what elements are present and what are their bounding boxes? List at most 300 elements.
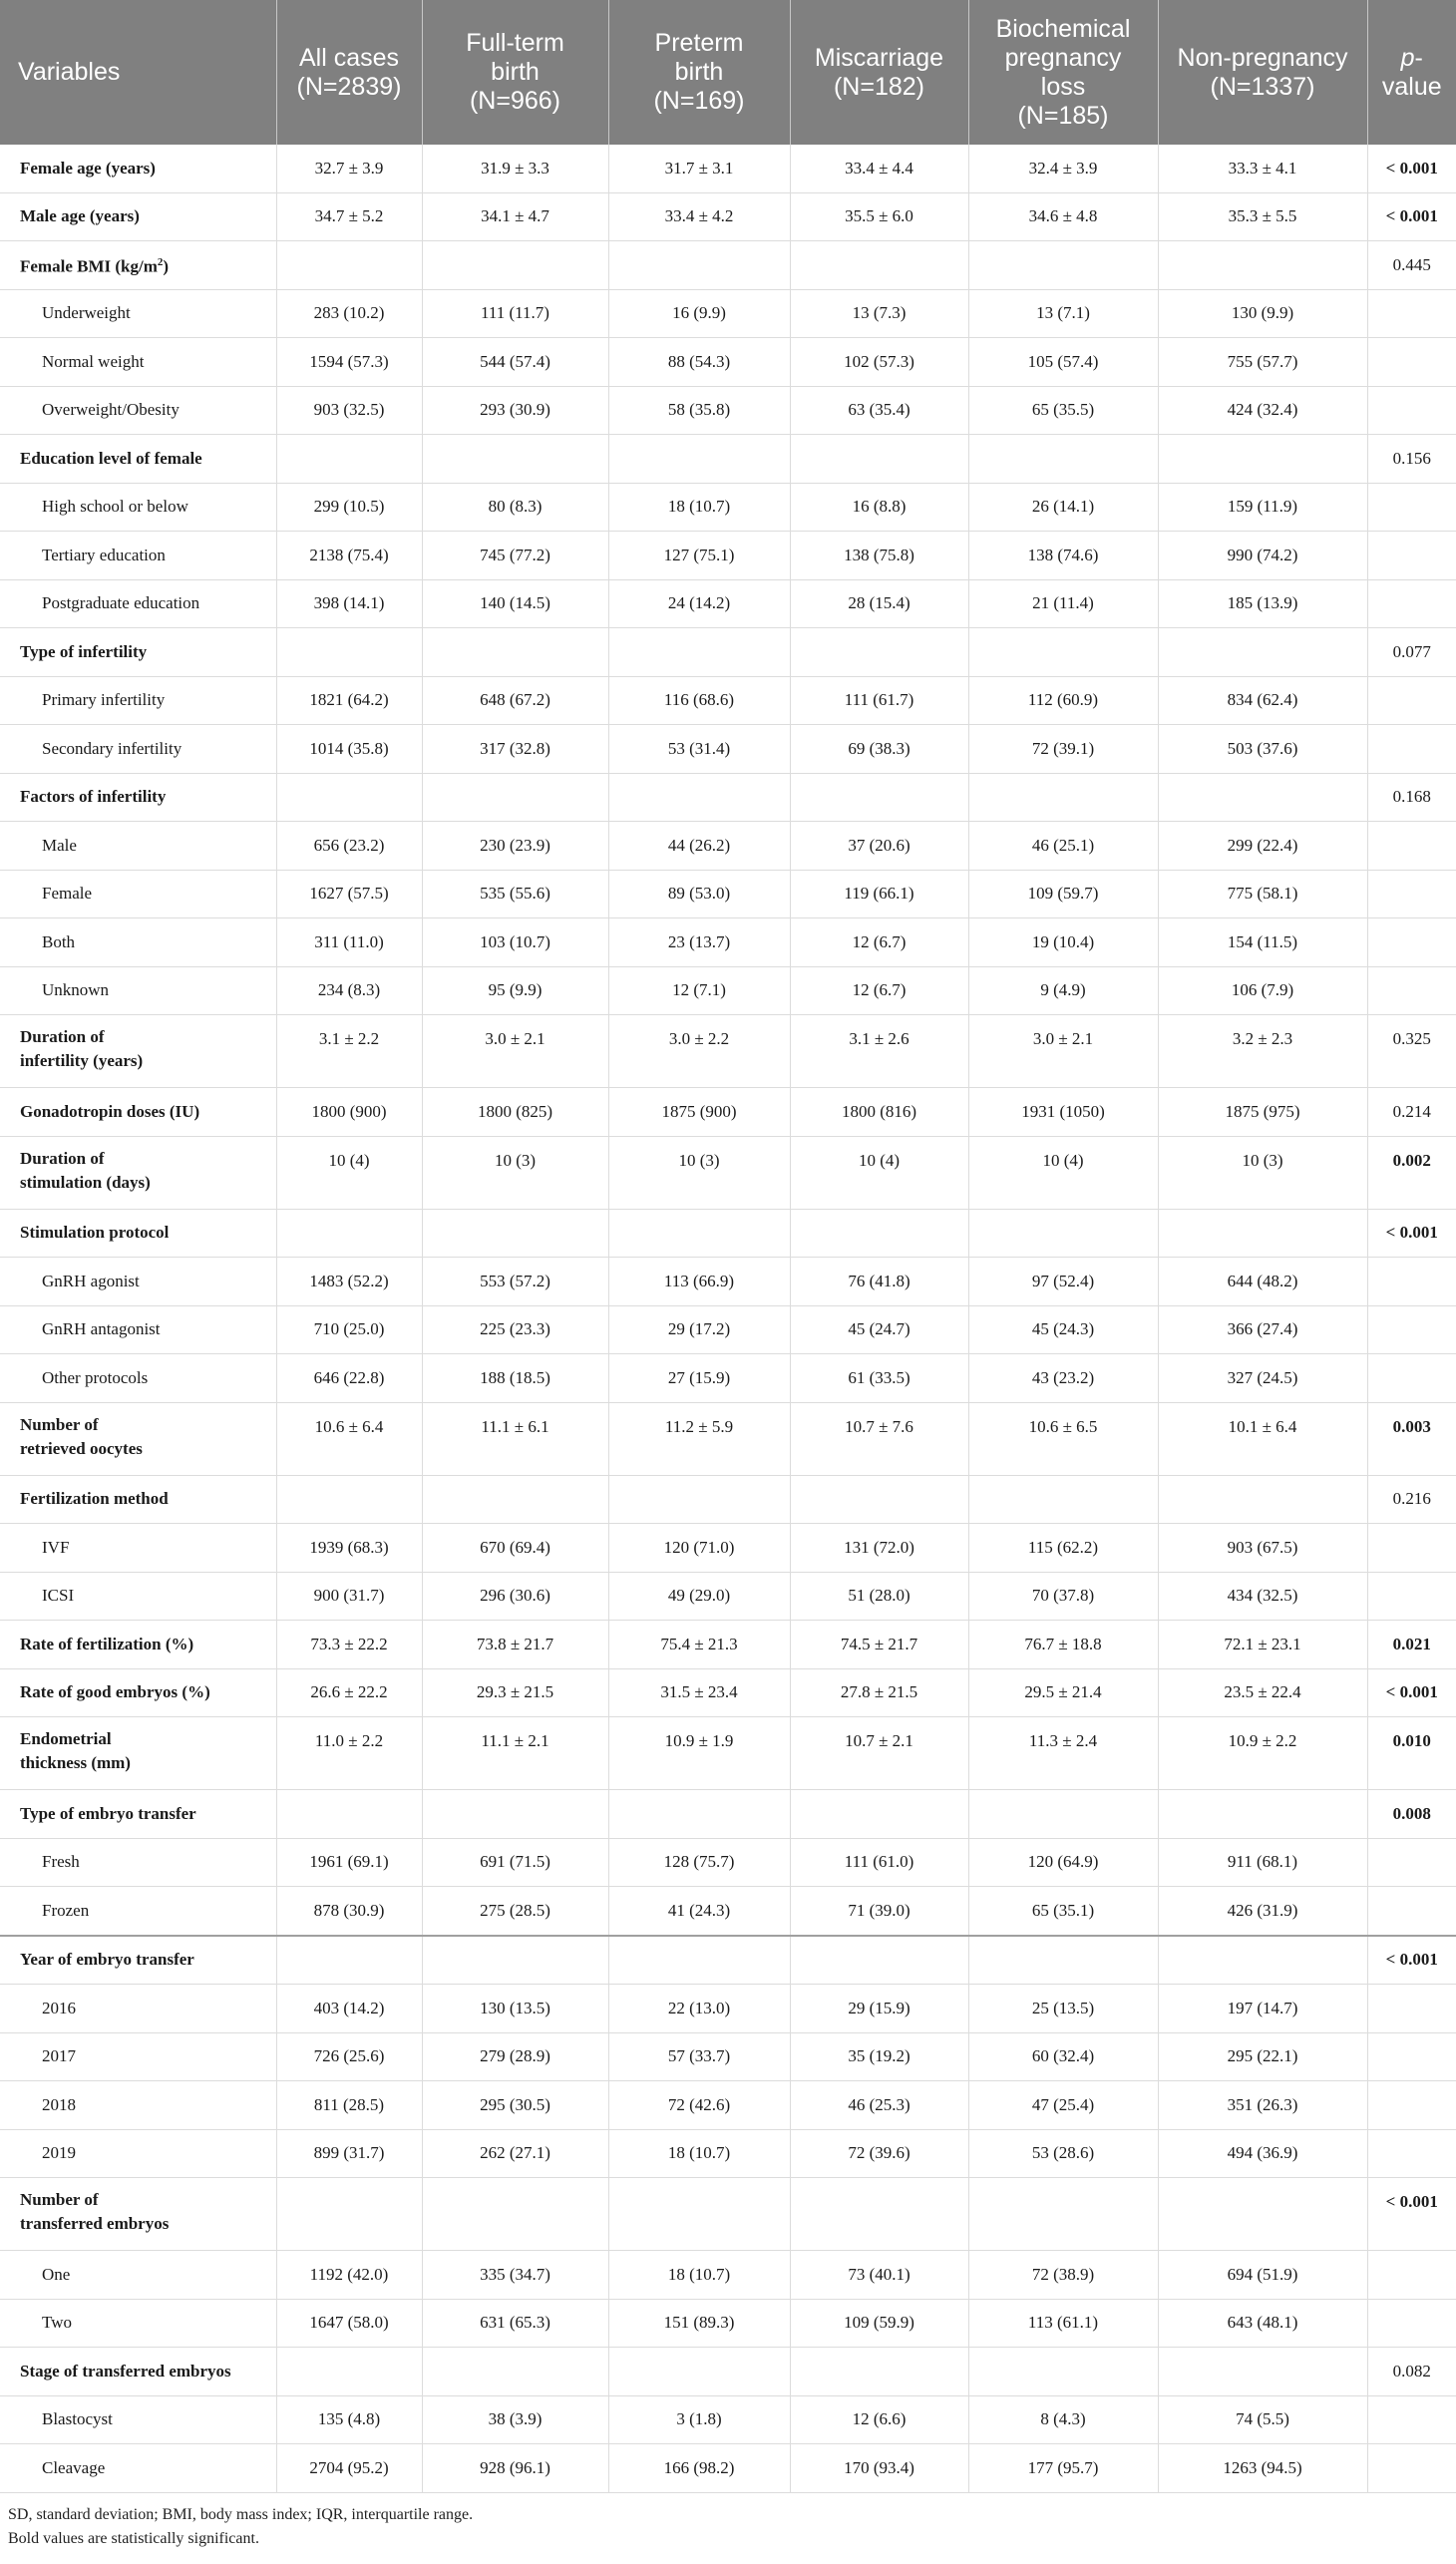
table-cell: 327 (24.5) xyxy=(1158,1354,1367,1403)
table-cell xyxy=(608,773,790,822)
table-cell xyxy=(608,435,790,484)
table-cell xyxy=(790,773,968,822)
table-cell: 903 (32.5) xyxy=(276,386,422,435)
table-cell: 159 (11.9) xyxy=(1158,483,1367,532)
header-line: (N=185) xyxy=(1017,101,1109,130)
row-label xyxy=(0,2444,276,2493)
row-label-text: Rate of good embryos (%) xyxy=(20,1682,210,1702)
table-cell: 3 (1.8) xyxy=(608,2395,790,2444)
table-cell: 130 (13.5) xyxy=(422,1985,608,2033)
row-label-text: GnRH antagonist xyxy=(42,1319,161,1339)
row-label xyxy=(0,483,276,532)
table-cell: 33.4 ± 4.4 xyxy=(790,145,968,192)
table-cell: 65 (35.5) xyxy=(968,386,1158,435)
header-line: (N=966) xyxy=(469,87,560,115)
table-cell: 95 (9.9) xyxy=(422,966,608,1015)
table-cell xyxy=(276,773,422,822)
table-cell: 23 (13.7) xyxy=(608,918,790,967)
row-label xyxy=(0,1015,276,1088)
table-cell: 494 (36.9) xyxy=(1158,2129,1367,2178)
table-cell: 88 (54.3) xyxy=(608,338,790,387)
p-value-cell: 0.008 xyxy=(1367,1790,1456,1839)
table-cell xyxy=(1158,1209,1367,1258)
table-cell: 10.7 ± 7.6 xyxy=(790,1402,968,1475)
p-value-cell: < 0.001 xyxy=(1367,192,1456,241)
table-cell: 151 (89.3) xyxy=(608,2299,790,2348)
row-label xyxy=(0,2178,276,2251)
row-label-text: Education level of female xyxy=(20,448,202,468)
table-cell: 296 (30.6) xyxy=(422,1572,608,1621)
table-cell: 25 (13.5) xyxy=(968,1985,1158,2033)
table-cell: 111 (61.7) xyxy=(790,676,968,725)
table-cell: 295 (22.1) xyxy=(1158,2032,1367,2081)
table-cell: 10.9 ± 1.9 xyxy=(608,1717,790,1790)
table-cell: 72 (42.6) xyxy=(608,2081,790,2130)
table-cell xyxy=(1158,1936,1367,1985)
table-cell xyxy=(790,2178,968,2251)
table-cell xyxy=(608,1209,790,1258)
table-cell: 105 (57.4) xyxy=(968,338,1158,387)
row-label-text: GnRH agonist xyxy=(42,1271,140,1290)
table-cell: 102 (57.3) xyxy=(790,338,968,387)
row-label xyxy=(0,289,276,338)
table-cell: 311 (11.0) xyxy=(276,918,422,967)
table-cell: 97 (52.4) xyxy=(968,1258,1158,1306)
row-label xyxy=(0,1621,276,1669)
table-cell: 72 (39.1) xyxy=(968,725,1158,774)
table-cell: 31.7 ± 3.1 xyxy=(608,145,790,192)
table-cell: 775 (58.1) xyxy=(1158,870,1367,918)
p-value-cell: < 0.001 xyxy=(1367,145,1456,192)
row-label-text: Endometrial xyxy=(20,1729,112,1748)
row-label-text-line2: thickness (mm) xyxy=(20,1753,131,1772)
header-all-cases xyxy=(276,0,422,145)
p-value-cell xyxy=(1367,1838,1456,1887)
table-row xyxy=(0,1838,1456,1887)
row-label xyxy=(0,2129,276,2178)
table-cell: 113 (66.9) xyxy=(608,1258,790,1306)
table-cell: 403 (14.2) xyxy=(276,1985,422,2033)
table-cell: 1800 (825) xyxy=(422,1088,608,1137)
row-label xyxy=(0,628,276,677)
row-label xyxy=(0,1717,276,1790)
table-row xyxy=(0,2178,1456,2251)
table-cell xyxy=(1158,773,1367,822)
p-value-cell xyxy=(1367,1524,1456,1573)
table-cell: 89 (53.0) xyxy=(608,870,790,918)
header-line: Non-pregnancy xyxy=(1177,43,1348,72)
header-preterm-birth xyxy=(608,0,790,145)
header-line: birth xyxy=(491,58,540,86)
table-row xyxy=(0,1790,1456,1839)
table-cell: 29 (15.9) xyxy=(790,1985,968,2033)
table-cell xyxy=(608,628,790,677)
table-row xyxy=(0,628,1456,677)
row-label-text: 2019 xyxy=(42,2143,76,2163)
row-label-tail: ) xyxy=(163,257,170,277)
p-value-cell xyxy=(1367,2129,1456,2178)
p-value-cell: 0.445 xyxy=(1367,241,1456,290)
table-row xyxy=(0,2299,1456,2348)
table-cell xyxy=(276,1209,422,1258)
table-cell: 299 (10.5) xyxy=(276,483,422,532)
table-cell: 109 (59.9) xyxy=(790,2299,968,2348)
table-cell xyxy=(422,435,608,484)
row-label-text: Blastocyst xyxy=(42,2409,113,2429)
row-label-text: Gonadotropin doses (IU) xyxy=(20,1101,200,1121)
table-cell: 899 (31.7) xyxy=(276,2129,422,2178)
row-label xyxy=(0,1402,276,1475)
row-label xyxy=(0,1936,276,1985)
table-cell: 1821 (64.2) xyxy=(276,676,422,725)
row-label xyxy=(0,1985,276,2033)
table-cell xyxy=(968,628,1158,677)
row-label xyxy=(0,676,276,725)
row-label xyxy=(0,1668,276,1717)
row-label-text: Two xyxy=(42,2313,72,2333)
table-cell: 900 (31.7) xyxy=(276,1572,422,1621)
table-cell xyxy=(968,1475,1158,1524)
table-cell: 644 (48.2) xyxy=(1158,1258,1367,1306)
p-value-cell xyxy=(1367,2299,1456,2348)
header-line: birth xyxy=(674,58,724,86)
row-label xyxy=(0,435,276,484)
table-row xyxy=(0,532,1456,580)
table-cell: 1800 (900) xyxy=(276,1088,422,1137)
table-cell: 8 (4.3) xyxy=(968,2395,1158,2444)
table-cell xyxy=(790,2348,968,2396)
table-row xyxy=(0,241,1456,290)
row-label xyxy=(0,145,276,192)
table-cell: 60 (32.4) xyxy=(968,2032,1158,2081)
table-cell: 434 (32.5) xyxy=(1158,1572,1367,1621)
table-cell xyxy=(276,2178,422,2251)
row-label xyxy=(0,386,276,435)
table-cell xyxy=(968,241,1158,290)
row-label-text: Postgraduate education xyxy=(42,593,200,613)
row-label-text: Other protocols xyxy=(42,1367,149,1387)
table-cell: 58 (35.8) xyxy=(608,386,790,435)
table-row xyxy=(0,870,1456,918)
table-cell: 120 (71.0) xyxy=(608,1524,790,1573)
table-cell: 35.3 ± 5.5 xyxy=(1158,192,1367,241)
table-cell: 33.3 ± 4.1 xyxy=(1158,145,1367,192)
table-cell xyxy=(608,2178,790,2251)
table-cell: 33.4 ± 4.2 xyxy=(608,192,790,241)
row-label xyxy=(0,2251,276,2300)
table-cell: 166 (98.2) xyxy=(608,2444,790,2493)
table-cell xyxy=(608,241,790,290)
p-value-cell: 0.214 xyxy=(1367,1088,1456,1137)
row-label-text-line2: transferred embryos xyxy=(20,2214,170,2233)
table-cell: 177 (95.7) xyxy=(968,2444,1158,2493)
header-line: (N=182) xyxy=(833,72,924,101)
table-cell: 27.8 ± 21.5 xyxy=(790,1668,968,1717)
header-line: Full-term xyxy=(466,29,564,57)
table-cell xyxy=(276,2348,422,2396)
table-cell: 113 (61.1) xyxy=(968,2299,1158,2348)
row-label-text: Overweight/Obesity xyxy=(42,400,180,420)
table-cell: 3.0 ± 2.1 xyxy=(422,1015,608,1088)
p-value-cell xyxy=(1367,1354,1456,1403)
table-row xyxy=(0,2129,1456,2178)
table-cell: 47 (25.4) xyxy=(968,2081,1158,2130)
row-label-text-line2: infertility (years) xyxy=(20,1051,144,1070)
table-cell: 2704 (95.2) xyxy=(276,2444,422,2493)
table-cell xyxy=(968,1209,1158,1258)
table-cell: 710 (25.0) xyxy=(276,1305,422,1354)
p-value-cell: 0.082 xyxy=(1367,2348,1456,2396)
table-cell: 544 (57.4) xyxy=(422,338,608,387)
table-cell: 10 (4) xyxy=(790,1136,968,1209)
row-label xyxy=(0,1524,276,1573)
table-cell xyxy=(422,1936,608,1985)
row-label-text: Fresh xyxy=(42,1852,80,1872)
table-cell: 127 (75.1) xyxy=(608,532,790,580)
header-line: (N=1337) xyxy=(1210,72,1315,101)
p-value-cell xyxy=(1367,1305,1456,1354)
header-p-italic: p xyxy=(1400,43,1415,72)
table-cell: 275 (28.5) xyxy=(422,1887,608,1936)
table-cell: 535 (55.6) xyxy=(422,870,608,918)
table-cell: 18 (10.7) xyxy=(608,483,790,532)
table-cell: 1647 (58.0) xyxy=(276,2299,422,2348)
table-cell: 138 (74.6) xyxy=(968,532,1158,580)
table-cell: 21 (11.4) xyxy=(968,579,1158,628)
table-cell: 130 (9.9) xyxy=(1158,289,1367,338)
p-value-cell xyxy=(1367,966,1456,1015)
row-label-text: Number of xyxy=(20,2190,99,2209)
row-label-text: Cleavage xyxy=(42,2457,106,2477)
row-label-text: Female xyxy=(42,884,93,904)
table-cell: 51 (28.0) xyxy=(790,1572,968,1621)
table-cell: 71 (39.0) xyxy=(790,1887,968,1936)
header-label: Variables xyxy=(18,58,121,86)
table-cell: 73.8 ± 21.7 xyxy=(422,1621,608,1669)
table-cell: 29.3 ± 21.5 xyxy=(422,1668,608,1717)
table-cell: 234 (8.3) xyxy=(276,966,422,1015)
table-row xyxy=(0,1354,1456,1403)
table-row xyxy=(0,1936,1456,1985)
table-cell: 31.5 ± 23.4 xyxy=(608,1668,790,1717)
table-cell: 299 (22.4) xyxy=(1158,822,1367,871)
header-line: loss xyxy=(1040,72,1086,101)
table-cell: 3.1 ± 2.6 xyxy=(790,1015,968,1088)
table-cell: 335 (34.7) xyxy=(422,2251,608,2300)
table-cell: 53 (28.6) xyxy=(968,2129,1158,2178)
table-cell: 135 (4.8) xyxy=(276,2395,422,2444)
table-cell: 10 (4) xyxy=(276,1136,422,1209)
table-cell: 230 (23.9) xyxy=(422,822,608,871)
header-non-pregnancy xyxy=(1158,0,1367,145)
header-line: All cases xyxy=(298,43,400,72)
row-label xyxy=(0,1790,276,1839)
table-cell xyxy=(608,2348,790,2396)
table-cell: 72.1 ± 23.1 xyxy=(1158,1621,1367,1669)
p-value-cell xyxy=(1367,918,1456,967)
p-value-cell xyxy=(1367,1887,1456,1936)
table-cell: 262 (27.1) xyxy=(422,2129,608,2178)
table-row xyxy=(0,2348,1456,2396)
row-label-text: Duration of xyxy=(20,1027,105,1046)
table-cell: 11.1 ± 2.1 xyxy=(422,1717,608,1790)
row-label xyxy=(0,2299,276,2348)
table-cell: 61 (33.5) xyxy=(790,1354,968,1403)
table-cell xyxy=(608,1475,790,1524)
table-cell: 1014 (35.8) xyxy=(276,725,422,774)
row-label-text: Female age (years) xyxy=(20,158,156,178)
row-label-text: Unknown xyxy=(42,980,110,1000)
table-cell xyxy=(422,2178,608,2251)
table-cell: 76 (41.8) xyxy=(790,1258,968,1306)
row-label xyxy=(0,870,276,918)
table-cell: 35 (19.2) xyxy=(790,2032,968,2081)
table-cell: 18 (10.7) xyxy=(608,2129,790,2178)
row-label-text: Underweight xyxy=(42,303,131,323)
table-cell: 35.5 ± 6.0 xyxy=(790,192,968,241)
table-cell xyxy=(422,241,608,290)
table-cell: 646 (22.8) xyxy=(276,1354,422,1403)
table-cell: 10.6 ± 6.5 xyxy=(968,1402,1158,1475)
row-label-text: One xyxy=(42,2264,71,2284)
table-row xyxy=(0,1136,1456,1209)
table-cell: 990 (74.2) xyxy=(1158,532,1367,580)
table-row xyxy=(0,579,1456,628)
header-line: (N=2839) xyxy=(296,72,402,101)
table-row xyxy=(0,966,1456,1015)
row-label-text: Male age (years) xyxy=(20,206,140,226)
table-cell: 3.0 ± 2.1 xyxy=(968,1015,1158,1088)
table-cell xyxy=(422,2348,608,2396)
row-label-text: Male xyxy=(42,835,77,855)
row-label xyxy=(0,2081,276,2130)
table-cell: 1483 (52.2) xyxy=(276,1258,422,1306)
row-label xyxy=(0,2032,276,2081)
table-cell xyxy=(1158,628,1367,677)
table-cell: 76.7 ± 18.8 xyxy=(968,1621,1158,1669)
table-cell: 694 (51.9) xyxy=(1158,2251,1367,2300)
table-cell: 745 (77.2) xyxy=(422,532,608,580)
table-cell: 1931 (1050) xyxy=(968,1088,1158,1137)
table-cell: 43 (23.2) xyxy=(968,1354,1158,1403)
p-value-cell xyxy=(1367,2444,1456,2493)
header-line: Preterm xyxy=(654,29,744,57)
table-row xyxy=(0,1668,1456,1717)
table-cell: 11.2 ± 5.9 xyxy=(608,1402,790,1475)
table-cell xyxy=(1158,1475,1367,1524)
table-cell: 188 (18.5) xyxy=(422,1354,608,1403)
table-cell: 834 (62.4) xyxy=(1158,676,1367,725)
table-cell: 27 (15.9) xyxy=(608,1354,790,1403)
table-row xyxy=(0,2032,1456,2081)
table-row xyxy=(0,1887,1456,1936)
table-cell: 29.5 ± 21.4 xyxy=(968,1668,1158,1717)
row-label xyxy=(0,1258,276,1306)
table-cell xyxy=(968,773,1158,822)
footnote-bold-note: Bold values are statistically significant. xyxy=(8,2529,259,2547)
row-label xyxy=(0,918,276,967)
header-biochemical-pregnancy-loss xyxy=(968,0,1158,145)
row-label-text: Stage of transferred embryos xyxy=(20,2361,231,2381)
table-cell xyxy=(790,1209,968,1258)
table-cell: 26.6 ± 22.2 xyxy=(276,1668,422,1717)
table-row xyxy=(0,1572,1456,1621)
table-row xyxy=(0,1258,1456,1306)
table-cell: 10.1 ± 6.4 xyxy=(1158,1402,1367,1475)
p-value-cell: 0.216 xyxy=(1367,1475,1456,1524)
p-value-cell xyxy=(1367,483,1456,532)
p-value-cell xyxy=(1367,1985,1456,2033)
header-line: (N=169) xyxy=(653,87,745,115)
table-cell: 75.4 ± 21.3 xyxy=(608,1621,790,1669)
table-cell: 424 (32.4) xyxy=(1158,386,1367,435)
table-cell: 73 (40.1) xyxy=(790,2251,968,2300)
table-cell: 3.0 ± 2.2 xyxy=(608,1015,790,1088)
table-cell: 109 (59.7) xyxy=(968,870,1158,918)
table-cell xyxy=(790,241,968,290)
p-value-cell: 0.325 xyxy=(1367,1015,1456,1088)
table-row xyxy=(0,1475,1456,1524)
table-cell: 3.1 ± 2.2 xyxy=(276,1015,422,1088)
table-cell xyxy=(968,435,1158,484)
table-row xyxy=(0,435,1456,484)
table-cell: 65 (35.1) xyxy=(968,1887,1158,1936)
table-cell: 19 (10.4) xyxy=(968,918,1158,967)
table-cell: 12 (7.1) xyxy=(608,966,790,1015)
table-cell: 10 (3) xyxy=(608,1136,790,1209)
table-cell xyxy=(1158,2348,1367,2396)
header-miscarriage xyxy=(790,0,968,145)
table-row xyxy=(0,2251,1456,2300)
table-cell xyxy=(968,1790,1158,1839)
row-label-text: High school or below xyxy=(42,497,188,517)
p-value-cell xyxy=(1367,532,1456,580)
table-row xyxy=(0,1209,1456,1258)
table-cell xyxy=(422,628,608,677)
header-line: pregnancy xyxy=(1004,43,1122,72)
table-cell: 63 (35.4) xyxy=(790,386,968,435)
table-cell: 26 (14.1) xyxy=(968,483,1158,532)
table-cell xyxy=(422,1475,608,1524)
p-value-cell: 0.168 xyxy=(1367,773,1456,822)
footnote-abbreviations: SD, standard deviation; BMI, body mass index; IQR, interquartile range. xyxy=(8,2505,474,2523)
table-cell: 11.3 ± 2.4 xyxy=(968,1717,1158,1790)
p-value-cell: 0.002 xyxy=(1367,1136,1456,1209)
table-cell: 295 (30.5) xyxy=(422,2081,608,2130)
table-cell: 32.7 ± 3.9 xyxy=(276,145,422,192)
table-cell: 670 (69.4) xyxy=(422,1524,608,1573)
table-cell: 32.4 ± 3.9 xyxy=(968,145,1158,192)
table-cell: 1192 (42.0) xyxy=(276,2251,422,2300)
table-cell: 72 (39.6) xyxy=(790,2129,968,2178)
table-cell: 34.6 ± 4.8 xyxy=(968,192,1158,241)
table-cell: 726 (25.6) xyxy=(276,2032,422,2081)
table-cell xyxy=(276,241,422,290)
p-value-cell: < 0.001 xyxy=(1367,1209,1456,1258)
table-row xyxy=(0,289,1456,338)
row-label xyxy=(0,1209,276,1258)
table-cell xyxy=(276,435,422,484)
p-value-cell xyxy=(1367,2251,1456,2300)
table-cell xyxy=(608,1936,790,1985)
table-row xyxy=(0,2395,1456,2444)
row-label xyxy=(0,1572,276,1621)
table-row xyxy=(0,386,1456,435)
row-label-text: 2017 xyxy=(42,2046,76,2066)
table-body xyxy=(0,145,1456,2492)
table-cell: 3.2 ± 2.3 xyxy=(1158,1015,1367,1088)
table-cell: 131 (72.0) xyxy=(790,1524,968,1573)
